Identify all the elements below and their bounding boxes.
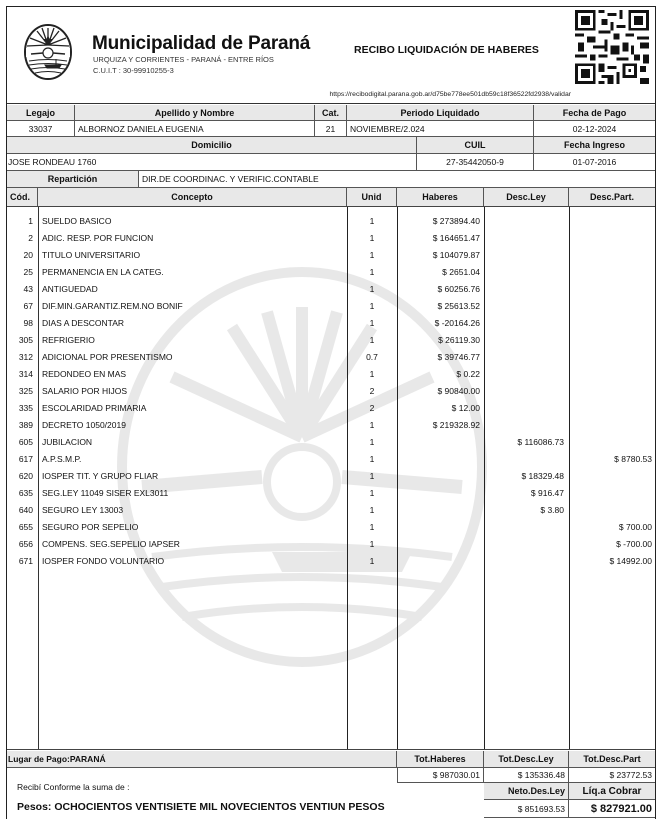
cuil-label: CUIL <box>417 137 534 153</box>
item-cod: 2 <box>28 233 33 243</box>
item-unid: 1 <box>369 505 375 515</box>
item-haberes: $ 25613.52 <box>437 301 480 311</box>
cuil-value: 27-35442050-9 <box>417 154 534 170</box>
item-concepto: JUBILACION <box>42 437 93 447</box>
item-haberes: $ 39746.77 <box>437 352 480 362</box>
table-row <box>7 349 655 366</box>
table-row <box>7 366 655 383</box>
periodo-value: NOVIEMBRE/2.024 <box>347 121 534 136</box>
item-unid: 1 <box>369 233 375 243</box>
item-haberes: $ 90840.00 <box>437 386 480 396</box>
coat-of-arms-logo-icon <box>23 23 73 81</box>
item-concepto: SEGURO LEY 13003 <box>42 505 124 515</box>
document-header <box>7 7 655 104</box>
table-row <box>7 213 655 230</box>
item-cod: 335 <box>18 403 33 413</box>
item-concepto: IOSPER FONDO VOLUNTARIO <box>42 556 165 566</box>
item-concepto: REDONDEO EN MAS <box>42 369 127 379</box>
item-cod: 389 <box>18 420 33 430</box>
item-concepto: DIAS A DESCONTAR <box>42 318 125 328</box>
item-cod: 325 <box>18 386 33 396</box>
item-cod: 640 <box>18 505 33 515</box>
item-unid: 1 <box>369 488 375 498</box>
item-concepto: SALARIO POR HIJOS <box>42 386 128 396</box>
item-unid: 1 <box>369 284 375 294</box>
item-concepto: COMPENS. SEG.SEPELIO IAPSER <box>42 539 180 549</box>
payslip-document <box>6 6 656 819</box>
item-cod: 1 <box>28 216 33 226</box>
amount-in-words: Pesos: OCHOCIENTOS VENTISIETE MIL NOVECIENTOS VENTIUN PESOS <box>17 801 385 813</box>
totals-section <box>7 751 655 819</box>
item-unid: 1 <box>369 250 375 260</box>
item-cod: 655 <box>18 522 33 532</box>
tot-haberes-value: $ 987030.01 <box>397 768 484 783</box>
table-row <box>7 264 655 281</box>
validation-url-link[interactable]: https://recibodigital.parana.gob.ar/d75be778ee501db59c18f36522fd2938/validar <box>329 91 571 98</box>
domicilio-header-row <box>7 137 655 154</box>
item-concepto: A.P.S.M.P. <box>42 454 82 464</box>
item-concepto: REFRIGERIO <box>42 335 95 345</box>
table-row <box>7 536 655 553</box>
item-haberes: $ 2651.04 <box>442 267 480 277</box>
totals-header-row <box>7 751 655 768</box>
item-unid: 1 <box>369 267 375 277</box>
legajo-label: Legajo <box>7 105 75 120</box>
item-concepto: SEGURO POR SEPELIO <box>42 522 139 532</box>
domicilio-label: Domicilio <box>7 137 417 153</box>
cat-label: Cat. <box>315 105 347 120</box>
tot-desc-ley-label: Tot.Desc.Ley <box>484 751 569 767</box>
liq-cobrar-value: $ 827921.00 <box>569 800 655 818</box>
item-concepto: DECRETO 1050/2019 <box>42 420 126 430</box>
reparticion-row <box>7 171 655 188</box>
table-row <box>7 553 655 570</box>
item-concepto: ADIC. RESP. POR FUNCION <box>42 233 154 243</box>
table-row <box>7 434 655 451</box>
liq-cobrar-label: Líq.a Cobrar <box>569 783 655 800</box>
item-concepto: ESCOLARIDAD PRIMARIA <box>42 403 147 413</box>
item-desc-part: $ -700.00 <box>616 539 652 549</box>
neto-value: $ 851693.53 <box>484 800 569 818</box>
item-concepto: DIF.MIN.GARANTIZ.REM.NO BONIF <box>42 301 183 311</box>
domicilio-values-row <box>7 154 655 171</box>
table-row <box>7 519 655 536</box>
item-cod: 98 <box>23 318 33 328</box>
item-concepto: SEG.LEY 11049 SISER EXL3011 <box>42 488 169 498</box>
fecha-pago-label: Fecha de Pago <box>534 105 655 120</box>
item-unid: 1 <box>369 539 375 549</box>
item-cod: 605 <box>18 437 33 447</box>
item-concepto: ADICIONAL POR PRESENTISMO <box>42 352 173 362</box>
item-haberes: $ 26119.30 <box>438 335 480 345</box>
fecha-ingreso-value: 01-07-2016 <box>572 157 617 167</box>
table-row <box>7 451 655 468</box>
item-cod: 635 <box>18 488 33 498</box>
fecha-ingreso-label: Fecha Ingreso <box>534 137 655 153</box>
item-unid: 2 <box>369 403 375 413</box>
item-unid: 1 <box>369 437 375 447</box>
table-row <box>7 298 655 315</box>
item-concepto: SUELDO BASICO <box>42 216 112 226</box>
items-table-body <box>7 207 655 750</box>
item-cod: 67 <box>23 301 33 311</box>
item-unid: 1 <box>369 216 375 226</box>
table-row <box>7 332 655 349</box>
item-unid: 1 <box>369 522 375 532</box>
municipality-cuit: C.U.I.T : 30-99910255-3 <box>93 66 174 75</box>
employee-values-row <box>7 121 655 137</box>
nombre-label: Apellido y Nombre <box>75 105 315 120</box>
item-cod: 20 <box>23 250 33 260</box>
table-row <box>7 502 655 519</box>
document-title: RECIBO LIQUIDACIÓN DE HABERES <box>354 44 539 56</box>
table-row <box>7 230 655 247</box>
municipality-name: Municipalidad de Paraná <box>92 33 311 54</box>
items-header-row <box>7 188 655 207</box>
tot-desc-part-value: $ 23772.53 <box>569 768 655 783</box>
tot-desc-ley-value: $ 135336.48 <box>484 768 569 783</box>
nombre-value: ALBORNOZ DANIELA EUGENIA <box>75 121 315 136</box>
table-row <box>7 468 655 485</box>
col-unid-header: Unid <box>347 188 397 206</box>
recibi-text: Recibí Conforme la suma de : <box>17 782 130 792</box>
item-desc-ley: $ 3.80 <box>540 505 564 515</box>
tot-desc-part-label: Tot.Desc.Part <box>569 751 655 767</box>
item-haberes: $ 219328.92 <box>432 420 480 430</box>
table-row <box>7 247 655 264</box>
qr-code-icon[interactable] <box>575 10 649 84</box>
item-unid: 1 <box>369 471 375 481</box>
item-cod: 617 <box>18 454 33 464</box>
item-unid: 1 <box>369 318 375 328</box>
item-desc-part: $ 8780.53 <box>614 454 652 464</box>
item-unid: 1 <box>369 556 375 566</box>
table-row <box>7 281 655 298</box>
item-unid: 1 <box>369 454 375 464</box>
item-haberes: $ 164651.47 <box>432 233 480 243</box>
item-cod: 314 <box>18 369 33 379</box>
table-row <box>7 383 655 400</box>
item-cod: 25 <box>23 267 33 277</box>
table-row <box>7 315 655 332</box>
item-haberes: $ 60256.76 <box>437 284 480 294</box>
item-haberes: $ 0.22 <box>456 369 480 379</box>
cat-value: 21 <box>315 121 347 136</box>
item-desc-ley: $ 116086.73 <box>517 437 564 447</box>
item-cod: 305 <box>18 335 33 345</box>
col-desc-ley-header: Desc.Ley <box>484 188 569 206</box>
item-unid: 0.7 <box>366 352 378 362</box>
domicilio-value: JOSE RONDEAU 1760 <box>7 154 417 170</box>
employee-header-row <box>7 105 655 121</box>
item-concepto: IOSPER TIT. Y GRUPO FLIAR <box>42 471 159 481</box>
lugar-pago-label: Lugar de Pago:PARANÁ <box>7 751 397 767</box>
item-haberes: $ -20164.26 <box>434 318 480 328</box>
col-cod-header: Cód. <box>7 188 38 206</box>
item-concepto: PERMANENCIA EN LA CATEG. <box>42 267 164 277</box>
neto-label: Neto.Des.Ley <box>484 783 569 800</box>
item-unid: 1 <box>369 369 375 379</box>
fecha-pago-value: 02-12-2024 <box>572 123 617 134</box>
col-concepto-header: Concepto <box>38 188 347 206</box>
item-concepto: ANTIGUEDAD <box>42 284 98 294</box>
table-row <box>7 417 655 434</box>
col-haberes-header: Haberes <box>397 188 484 206</box>
item-unid: 1 <box>369 335 375 345</box>
table-row <box>7 485 655 502</box>
item-haberes: $ 12.00 <box>451 403 480 413</box>
reparticion-label: Repartición <box>7 171 139 187</box>
item-desc-part: $ 14992.00 <box>609 556 652 566</box>
item-unid: 1 <box>369 420 375 430</box>
item-unid: 2 <box>369 386 375 396</box>
table-row <box>7 400 655 417</box>
item-cod: 43 <box>23 284 33 294</box>
item-haberes: $ 104079.87 <box>432 250 480 260</box>
item-cod: 620 <box>18 471 33 481</box>
item-haberes: $ 273894.40 <box>432 216 480 226</box>
item-desc-ley: $ 18329.48 <box>521 471 564 481</box>
item-concepto: TITULO UNIVERSITARIO <box>42 250 141 260</box>
legajo-value: 33037 <box>7 121 75 136</box>
item-desc-part: $ 700.00 <box>618 522 652 532</box>
item-cod: 671 <box>18 556 33 566</box>
municipality-address: URQUIZA Y CORRIENTES - PARANÁ - ENTRE RÍOS <box>93 55 274 64</box>
item-cod: 312 <box>18 352 33 362</box>
periodo-label: Periodo Liquidado <box>347 105 534 120</box>
item-cod: 656 <box>18 539 33 549</box>
tot-haberes-label: Tot.Haberes <box>397 751 484 767</box>
item-unid: 1 <box>369 301 375 311</box>
reparticion-value: DIR.DE COORDINAC. Y VERIFIC.CONTABLE <box>142 174 319 184</box>
item-desc-ley: $ 916.47 <box>530 488 564 498</box>
col-desc-part-header: Desc.Part. <box>569 188 655 206</box>
